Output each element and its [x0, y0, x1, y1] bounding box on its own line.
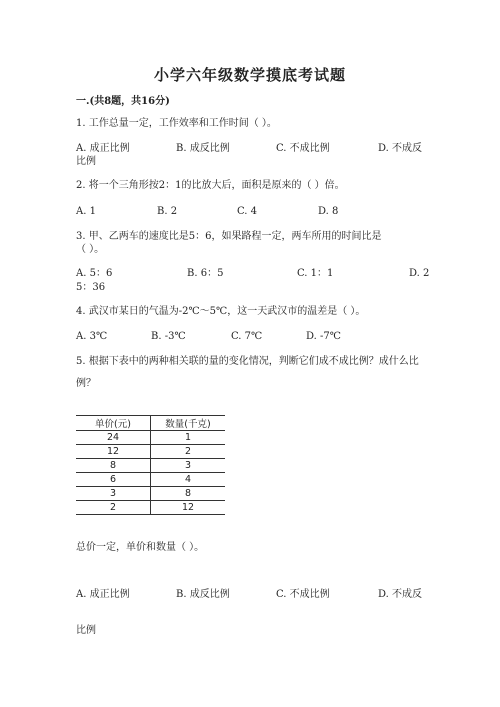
q1-option-b: B. 成反比例 [176, 143, 230, 154]
q2-option-a: A. 1 [76, 206, 96, 217]
table-cell: 24 [76, 431, 151, 445]
table-cell: 3 [76, 487, 151, 501]
q1-option-d-wrap: 比例 [76, 156, 96, 167]
q1-option-a: A. 成正比例 [76, 143, 130, 154]
table-cell: 8 [76, 459, 151, 473]
section-heading: 一.(共8题，共16分) [76, 96, 170, 107]
table-row [76, 445, 225, 459]
table-cell: 2 [151, 445, 226, 459]
table-cell: 2 [76, 501, 151, 515]
q5-option-c: C. 不成比例 [276, 589, 330, 600]
table-cell: 3 [151, 459, 226, 473]
q3-option-a: A. 5：6 [76, 268, 113, 279]
q2-option-d: D. 8 [318, 206, 339, 217]
table-cell: 12 [76, 445, 151, 459]
question-5-text: 5. 根据下表中的两种相关联的量的变化情况，判断它们成不成比例？成什么比 [76, 356, 419, 367]
q1-option-c: C. 不成比例 [276, 143, 330, 154]
question-5-text-cont: 例？ [76, 378, 96, 389]
q3-option-d: D. 2 [409, 268, 430, 279]
table-header-price: 单价(元) [76, 416, 151, 431]
table-cell: 6 [76, 473, 151, 487]
q4-option-b: B. -3℃ [151, 331, 186, 342]
question-5-prompt: 总价一定，单价和数量（ ）。 [76, 542, 205, 553]
question-1-text: 1. 工作总量一定，工作效率和工作时间（ ）。 [76, 118, 277, 129]
q3-option-d-wrap: 5：36 [76, 282, 106, 293]
table-row [76, 501, 225, 515]
q1-option-d: D. 不成反 [378, 143, 423, 154]
table-cell: 8 [151, 487, 226, 501]
q5-option-b: B. 成反比例 [176, 589, 230, 600]
table-cell: 4 [151, 473, 226, 487]
table-cell: 1 [151, 431, 226, 445]
table-header-row [76, 416, 225, 431]
table-row [76, 487, 225, 501]
question-4-text: 4. 武汉市某日的气温为-2℃～5℃，这一天武汉市的温差是（ ）。 [76, 306, 366, 317]
q5-option-a: A. 成正比例 [76, 589, 130, 600]
q5-option-d: D. 不成反 [378, 589, 423, 600]
data-table [76, 415, 225, 515]
q3-option-c: C. 1：1 [297, 268, 334, 279]
table-row [76, 473, 225, 487]
q5-option-d-wrap: 比例 [76, 625, 96, 636]
q3-option-b: B. 6：5 [187, 268, 224, 279]
question-3-text-cont: （ ）。 [76, 244, 105, 255]
q2-option-b: B. 2 [157, 206, 178, 217]
page-title: 小学六年级数学摸底考试题 [153, 66, 346, 84]
question-2-text: 2. 将一个三角形按2：1的比放大后，面积是原来的（ ）倍。 [76, 180, 345, 191]
question-3-text: 3. 甲、乙两车的速度比是5：6，如果路程一定，两车所用的时间比是 [76, 231, 382, 242]
table-cell: 12 [151, 501, 226, 515]
q4-option-d: D. -7℃ [306, 331, 341, 342]
q2-option-c: C. 4 [237, 206, 258, 217]
table-row [76, 431, 225, 445]
table-header-quantity: 数量(千克) [151, 416, 226, 431]
table-row [76, 459, 225, 473]
q4-option-c: C. 7℃ [231, 331, 263, 342]
q4-option-a: A. 3℃ [76, 331, 108, 342]
